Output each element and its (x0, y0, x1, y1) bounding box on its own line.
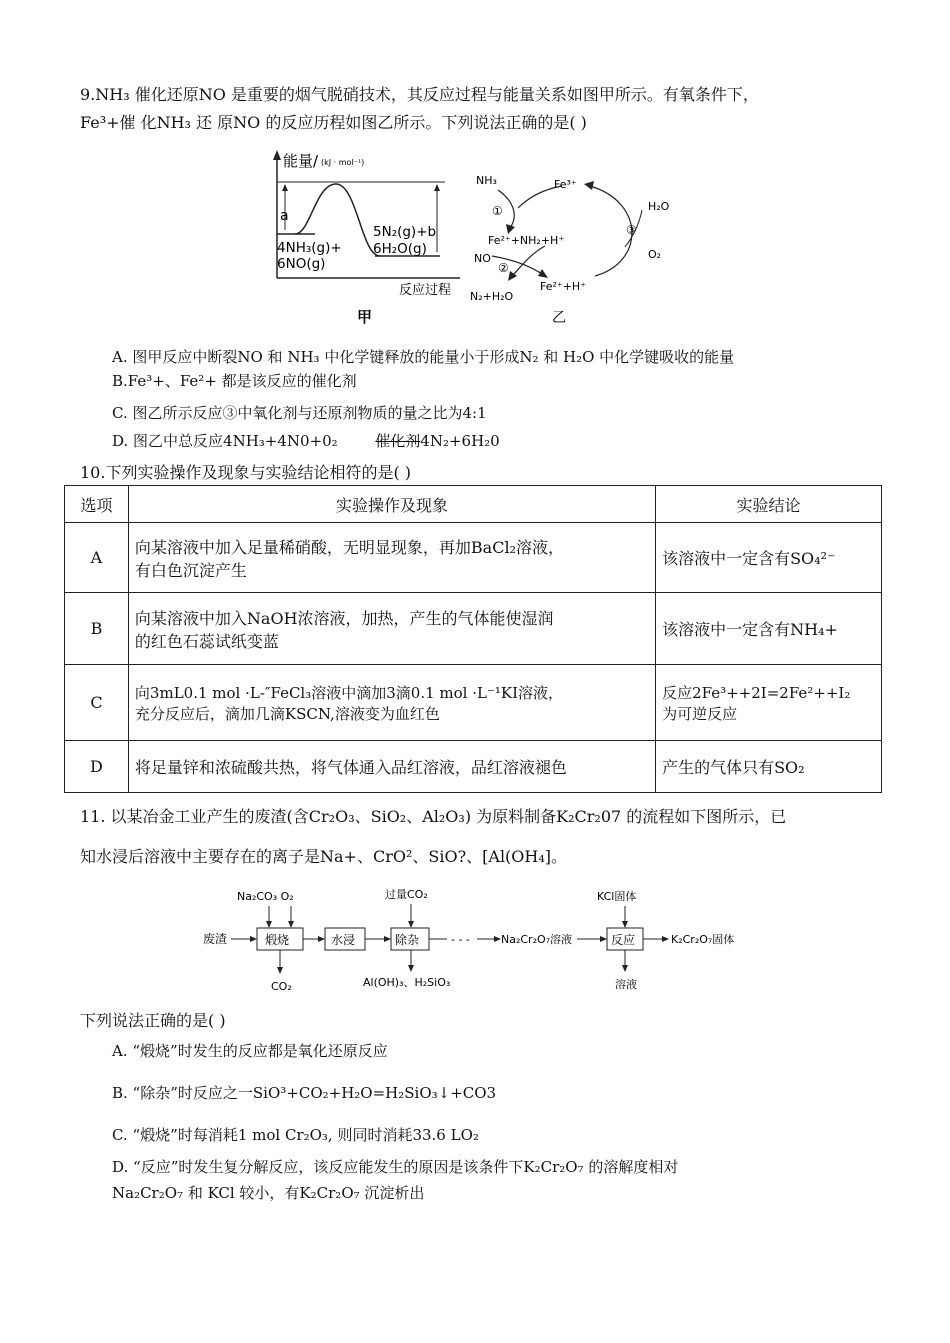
q10-row-b-conclusion (656, 593, 882, 665)
q10-row-c-op1: 向3mL0.1 mol ·L-″FeCl₃溶液中滴加3滴0.1 mol ·L⁻¹KI溶液， (134, 683, 564, 702)
table-row (65, 593, 882, 665)
q10-row-c-option: C (65, 665, 129, 741)
q10-row-a-op2: 有白色沉淀产生 (134, 560, 247, 580)
q11-option-a: A. “煅烧”时发生的反应都是氧化还原反应 (112, 1042, 388, 1060)
q10-header-conclusion: 实验结论 (656, 486, 882, 523)
flow-box1-label: 煅烧 (265, 933, 290, 947)
q10-row-c-operation (128, 665, 655, 741)
table-row (65, 665, 882, 741)
q10-row-d-option: D (65, 741, 129, 793)
q11-option-b: B. “除杂”时反应之一SiO³+CO₂+H₂O=H₂SiO₃↓+CO3 (112, 1084, 497, 1102)
flow-input-4: KCl固体 (597, 890, 637, 903)
flow-final: K₂Cr₂O₇固体 (671, 933, 735, 946)
flow-box3-label: 除杂 (395, 933, 420, 947)
q10-stem: 10.下列实验操作及现象与实验结论相符的是( ) (80, 463, 412, 482)
q9-option-d (112, 430, 500, 451)
figure-jia-products-2: 6H₂O(g) (373, 241, 427, 257)
q9-option-d-catalyst: 催化剂 (375, 432, 421, 450)
q10-row-d-con1: 产生的气体只有SO₂ (662, 758, 805, 777)
q9-option-d-post: 4N₂+6H₂0 (420, 432, 500, 450)
q10-row-a-conclusion (656, 523, 882, 593)
flow-box2-label: 水浸 (331, 933, 356, 947)
q10-row-b-op2: 的红色石蕊试纸变蓝 (134, 631, 279, 651)
figure-jia (265, 148, 465, 328)
q10-header-operation: 实验操作及现象 (128, 486, 655, 523)
q9-option-b: B.Fe³+、Fe²+ 都是该反应的催化剂 (112, 372, 357, 390)
q10-row-d-conclusion (656, 741, 882, 793)
q11-stem-line1: 11. 以某冶金工业产生的废渣(含Cr₂O₃、SiO₂、Al₂O₃) 为原料制备K₂Cr₂07 的流程如下图所示，已 (80, 807, 787, 826)
q10-row-c-con2: 为可逆反应 (662, 704, 738, 723)
figure-yi-caption: 乙 (552, 310, 566, 326)
table-row (65, 741, 882, 793)
q10-row-a-operation (128, 523, 655, 593)
q11-stem-line2: 知水浸后溶液中主要存在的离子是Na+、CrO²、SiO?、[Al(OH₄]。 (80, 847, 568, 866)
q10-row-a-con1: 该溶液中一定含有SO₄²⁻ (662, 549, 836, 568)
q9-option-a: A. 图甲反应中断裂NO 和 NH₃ 中化学键释放的能量小于形成N₂ 和 H₂O 中化学键吸收的能量 (112, 348, 735, 366)
figure-yi-no: NO (474, 252, 491, 265)
figure-yi-nh3: NH₃ (476, 174, 497, 187)
q10-row-b-option: B (65, 593, 129, 665)
figure-yi (470, 162, 690, 332)
q10-table-header (65, 486, 882, 523)
flow-input-3: 过量CO₂ (385, 888, 428, 901)
flow-mid-product: Na₂Cr₂O₇溶液 (501, 933, 573, 946)
q10-header-option: 选项 (65, 486, 129, 523)
figure-yi-step3: ③ (626, 223, 637, 237)
flow-input-1: Na₂CO₃ O₂ (237, 890, 294, 903)
flow-diagram (195, 880, 785, 998)
q10-row-d-op1: 将足量锌和浓硫酸共热，将气体通入品红溶液，品红溶液褪色 (134, 758, 567, 777)
figure-yi-o2: O₂ (648, 248, 662, 261)
q11-option-d-line1: D. “反应”时发生复分解反应，该反应能发生的原因是该条件下K₂Cr₂O₇ 的溶解度相对 (112, 1158, 679, 1176)
figure-yi-step2: ② (498, 261, 509, 275)
figure-yi-mid: Fe²⁺+NH₂+H⁺ (488, 234, 565, 247)
q10-row-c-op2: 充分反应后，滴加几滴KSCN,溶液变为血红色 (134, 704, 440, 723)
flow-dots: - - - (451, 933, 470, 946)
figure-jia-products-1: 5N₂(g)+b (373, 224, 437, 240)
q10-row-c-conclusion (656, 665, 882, 741)
q9-stem-line2: Fe³+催 化NH₃ 还 原NO 的反应历程如图乙所示。下列说法正确的是( ) (80, 113, 587, 132)
flow-feed: 废渣 (203, 932, 228, 946)
figure-yi-fe3: Fe³⁺ (554, 178, 577, 191)
q11-stem: 下列说法正确的是( ) (80, 1011, 226, 1030)
q11-option-d-line2: Na₂Cr₂O₇ 和 KCl 较小，有K₂Cr₂O₇ 沉淀析出 (112, 1184, 425, 1202)
figure-jia-reactants-2: 6NO(g) (277, 256, 326, 272)
figure-jia-reactants-1: 4NH₃(g)+ (277, 240, 342, 256)
q10-row-b-operation (128, 593, 655, 665)
figure-yi-fe2h: Fe²⁺+H⁺ (540, 280, 587, 293)
table-row (65, 523, 882, 593)
q10-table (64, 485, 882, 793)
figure-yi-h2o: H₂O (648, 200, 670, 213)
figure-jia-ylabel: 能量/ (283, 152, 319, 170)
figure-jia-a-label: a (280, 208, 289, 224)
figure-jia-yunit: (kJ · mol⁻¹) (321, 158, 365, 167)
figure-yi-step1: ① (492, 204, 503, 218)
figure-jia-caption: 甲 (357, 308, 373, 326)
flow-box4-label: 反应 (611, 933, 636, 947)
q10-row-c-con1: 反应2Fe³++2I=2Fe²++I₂ (662, 683, 851, 702)
q10-row-b-op1: 向某溶液中加入NaOH浓溶液，加热，产生的气体能使湿润 (134, 608, 554, 628)
q10-row-a-option: A (65, 523, 129, 593)
q11-option-c: C. “煅烧”时每消耗1 mol Cr₂O₃, 则同时消耗33.6 LO₂ (112, 1126, 479, 1144)
flow-output-3: Al(OH)₃、H₂SiO₃ (363, 976, 451, 989)
q10-row-d-operation (128, 741, 655, 793)
figure-yi-n2h2o: N₂+H₂O (470, 290, 514, 303)
flow-output-4: 溶液 (615, 978, 637, 991)
q10-row-a-op1: 向某溶液中加入足量稀硝酸，无明显现象，再加BaCl₂溶液， (134, 537, 564, 557)
q10-row-b-con1: 该溶液中一定含有NH₄+ (662, 620, 838, 639)
q9-stem-line1: 9.NH₃ 催化还原NO 是重要的烟气脱硝技术，其反应过程与能量关系如图甲所示。有氧条件下， (80, 85, 759, 104)
figure-jia-y-arrow (273, 150, 281, 160)
q9-option-c: C. 图乙所示反应③中氧化剂与还原剂物质的量之比为4:1 (112, 404, 487, 422)
figure-jia-xlabel: 反应过程 (399, 283, 452, 298)
flow-output-1: CO₂ (271, 980, 292, 993)
q9-option-d-pre: D. 图乙中总反应4NH₃+4N0+0₂ (112, 432, 338, 450)
